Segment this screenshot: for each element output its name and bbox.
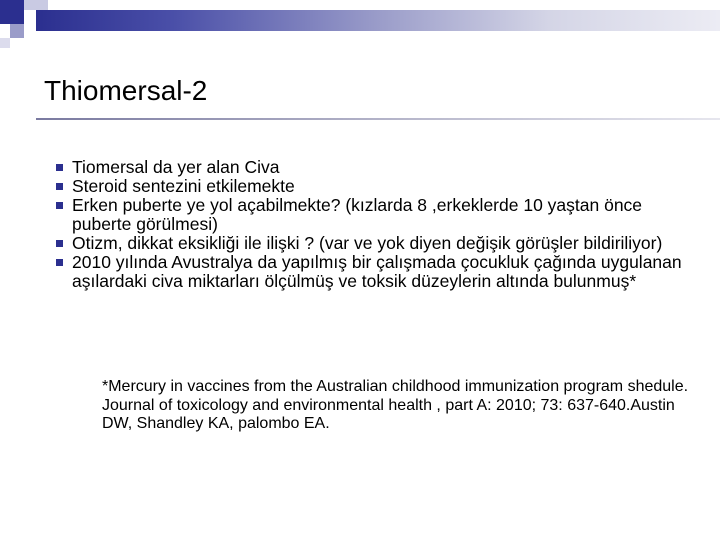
bullet-text: 2010 yılında Avustralya da yapılmış bir çalışmada çocukluk çağında uygulanan aşılardaki civa miktarları ölçülmüş ve toksik düzeylerin altında bulunmuş* <box>72 252 682 291</box>
bullet-text: Erken puberte ye yol açabilmekte? (kızlarda 8 ,erkeklerde 10 yaştan önce puberte görülmesi) <box>72 195 643 234</box>
square-bullet-icon <box>56 259 63 266</box>
decor-square-mid <box>10 24 24 38</box>
bullet-item <box>56 177 696 196</box>
decor-square-pale <box>0 38 10 48</box>
slide-title: Thiomersal-2 <box>44 75 208 106</box>
bullet-item <box>56 158 696 177</box>
bullet-item <box>56 253 696 291</box>
bullet-item <box>56 234 696 253</box>
reference-citation: *Mercury in vaccines from the Australian childhood immunization program shedule. Journal of toxicology and environmental health , part A: 2010; 73: 637-640.Austin DW, Shandley KA, palombo EA. <box>102 378 689 432</box>
square-bullet-icon <box>56 164 63 171</box>
bullet-text: Tiomersal da yer alan Civa <box>72 157 280 177</box>
bullet-text: Steroid sentezini etkilemekte <box>72 176 295 196</box>
header-gradient-band <box>36 10 720 31</box>
decor-square-dark <box>0 0 24 24</box>
title-divider <box>36 118 720 120</box>
square-bullet-icon <box>56 240 63 247</box>
bullet-list <box>56 158 696 291</box>
bullet-text: Otizm, dikkat eksikliği ile ilişki ? (var ve yok diyen değişik görüşler bildiriliyor) <box>72 233 663 253</box>
square-bullet-icon <box>56 202 63 209</box>
square-bullet-icon <box>56 183 63 190</box>
decor-square-light <box>24 0 48 10</box>
bullet-item <box>56 196 696 234</box>
